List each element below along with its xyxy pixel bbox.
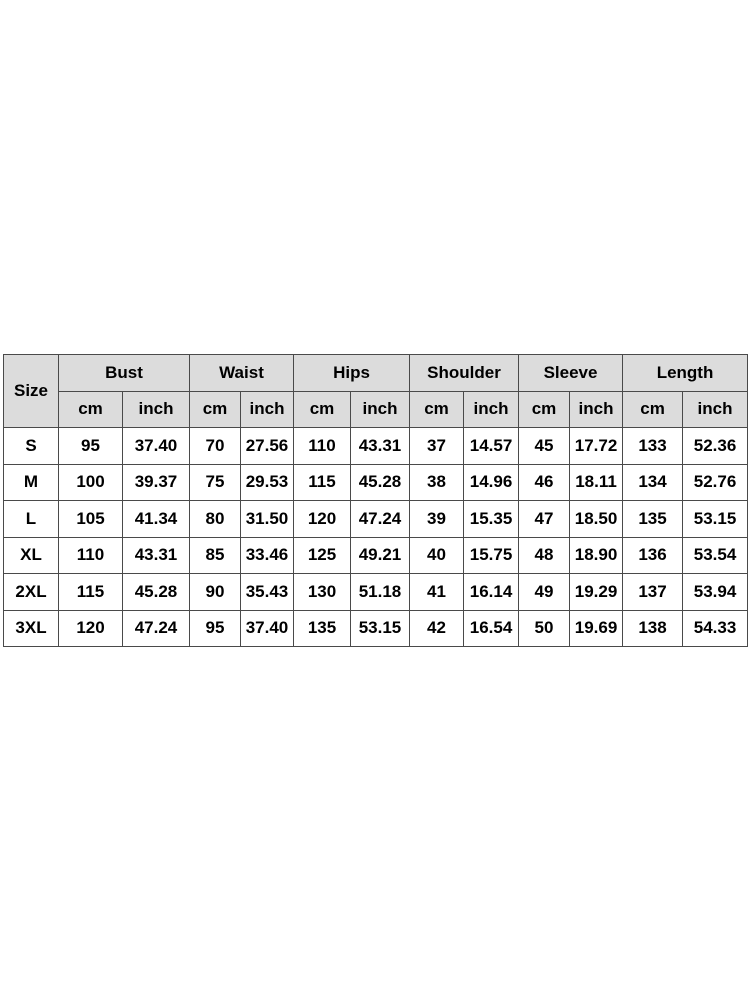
measurement-cell: 52.76 [683,464,748,501]
unit-header-inch: inch [570,391,623,428]
size-chart-table [3,354,748,647]
size-column-header: Size [4,355,59,428]
measurement-cell: 80 [190,501,241,538]
measurement-cell: 134 [623,464,683,501]
measurement-cell: 17.72 [570,428,623,465]
measurement-cell: 18.50 [570,501,623,538]
measurement-cell: 54.33 [683,610,748,647]
header-row-units [4,391,748,428]
group-header-sleeve: Sleeve [519,355,623,392]
measurement-cell: 100 [59,464,123,501]
measurement-cell: 41 [410,574,464,611]
measurement-cell: 16.14 [464,574,519,611]
measurement-cell: 120 [59,610,123,647]
unit-header-inch: inch [351,391,410,428]
measurement-cell: 18.90 [570,537,623,574]
measurement-cell: 43.31 [123,537,190,574]
table-row [4,464,748,501]
measurement-cell: 53.15 [351,610,410,647]
measurement-cell: 45.28 [123,574,190,611]
measurement-cell: 85 [190,537,241,574]
measurement-cell: 35.43 [241,574,294,611]
measurement-cell: 138 [623,610,683,647]
measurement-cell: 48 [519,537,570,574]
measurement-cell: 14.96 [464,464,519,501]
group-header-hips: Hips [294,355,410,392]
table-body [4,428,748,647]
unit-header-inch: inch [683,391,748,428]
unit-header-cm: cm [294,391,351,428]
unit-header-cm: cm [623,391,683,428]
measurement-cell: 14.57 [464,428,519,465]
group-header-bust: Bust [59,355,190,392]
measurement-cell: 37 [410,428,464,465]
measurement-cell: 70 [190,428,241,465]
measurement-cell: 33.46 [241,537,294,574]
measurement-cell: 137 [623,574,683,611]
measurement-cell: 38 [410,464,464,501]
measurement-cell: 52.36 [683,428,748,465]
measurement-cell: 39.37 [123,464,190,501]
measurement-cell: 90 [190,574,241,611]
measurement-cell: 19.69 [570,610,623,647]
group-header-shoulder: Shoulder [410,355,519,392]
measurement-cell: 130 [294,574,351,611]
measurement-cell: 43.31 [351,428,410,465]
measurement-cell: 115 [59,574,123,611]
measurement-cell: 47.24 [351,501,410,538]
measurement-cell: 115 [294,464,351,501]
table-row [4,610,748,647]
table-row [4,537,748,574]
size-cell: XL [4,537,59,574]
measurement-cell: 50 [519,610,570,647]
measurement-cell: 46 [519,464,570,501]
measurement-cell: 133 [623,428,683,465]
measurement-cell: 47 [519,501,570,538]
unit-header-cm: cm [190,391,241,428]
measurement-cell: 15.35 [464,501,519,538]
measurement-cell: 110 [294,428,351,465]
table-row [4,501,748,538]
measurement-cell: 120 [294,501,351,538]
header-row-groups [4,355,748,392]
measurement-cell: 53.94 [683,574,748,611]
measurement-cell: 125 [294,537,351,574]
measurement-cell: 18.11 [570,464,623,501]
measurement-cell: 136 [623,537,683,574]
measurement-cell: 95 [59,428,123,465]
size-cell: M [4,464,59,501]
measurement-cell: 135 [294,610,351,647]
measurement-cell: 37.40 [241,610,294,647]
measurement-cell: 19.29 [570,574,623,611]
measurement-cell: 40 [410,537,464,574]
measurement-cell: 135 [623,501,683,538]
measurement-cell: 95 [190,610,241,647]
measurement-cell: 29.53 [241,464,294,501]
measurement-cell: 45 [519,428,570,465]
table-row [4,428,748,465]
measurement-cell: 110 [59,537,123,574]
measurement-cell: 49 [519,574,570,611]
size-cell: 2XL [4,574,59,611]
measurement-cell: 47.24 [123,610,190,647]
group-header-length: Length [623,355,748,392]
measurement-cell: 42 [410,610,464,647]
table-header [4,355,748,428]
measurement-cell: 41.34 [123,501,190,538]
measurement-cell: 51.18 [351,574,410,611]
measurement-cell: 45.28 [351,464,410,501]
measurement-cell: 49.21 [351,537,410,574]
measurement-cell: 105 [59,501,123,538]
size-cell: 3XL [4,610,59,647]
group-header-waist: Waist [190,355,294,392]
unit-header-cm: cm [59,391,123,428]
unit-header-cm: cm [519,391,570,428]
measurement-cell: 37.40 [123,428,190,465]
unit-header-inch: inch [241,391,294,428]
size-cell: S [4,428,59,465]
measurement-cell: 39 [410,501,464,538]
measurement-cell: 27.56 [241,428,294,465]
table-row [4,574,748,611]
measurement-cell: 31.50 [241,501,294,538]
measurement-cell: 75 [190,464,241,501]
unit-header-inch: inch [123,391,190,428]
measurement-cell: 53.15 [683,501,748,538]
unit-header-cm: cm [410,391,464,428]
measurement-cell: 15.75 [464,537,519,574]
measurement-cell: 16.54 [464,610,519,647]
size-cell: L [4,501,59,538]
measurement-cell: 53.54 [683,537,748,574]
unit-header-inch: inch [464,391,519,428]
